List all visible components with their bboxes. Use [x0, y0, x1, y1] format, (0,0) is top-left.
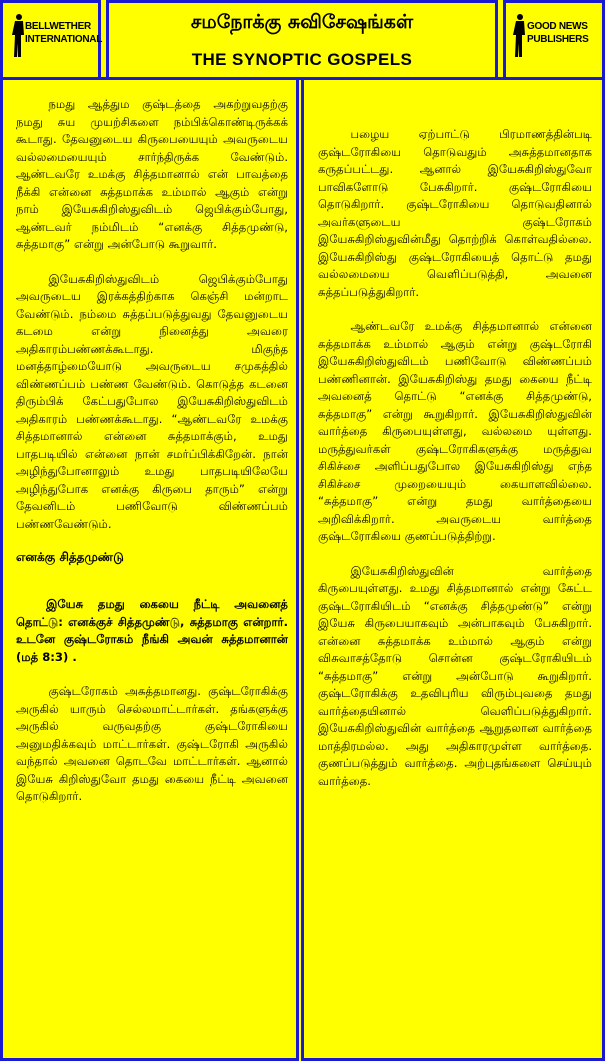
bellwether-line1: BELLWETHER	[25, 21, 91, 32]
good-news-line1: GOOD NEWS	[527, 21, 588, 32]
right-column	[301, 80, 605, 1061]
good-news-line2: PUBLISHERS	[527, 34, 589, 45]
scripture-quote: இயேசு தமது கையை நீட்டி அவனைத் தொட்டு: எனக்குச் சித்தமுண்டு, சுத்தமாகு என்றார். உடனே குஷ்டரோகம் நீங்கி அவன் சுத்தமானான் (மத் 8:3) .	[16, 597, 288, 664]
good-news-logo	[503, 0, 605, 80]
good-news-logo-text	[527, 20, 588, 46]
section-heading: எனக்கு சித்தமுண்டு	[16, 550, 124, 564]
right-paragraph-3: இயேசுகிறிஸ்துவின் வார்த்தை கிருபையுள்ளது. உமது சித்தமானால் என்று கேட்ட குஷ்டரோகியிடம் “எனக்கு சித்தமுண்டு” என்று இயேசு கிருபையாகவும் அன்பாகவும் பேசுகிறார். என்னை சுத்தமாக்க உம்மால் ஆகும் என்று விசுவாசத்தோடு சொன்ன குஷ்டரோகியிடம் “சுத்தமாகு” என்று அன்போடு கூறுகிறார். குஷ்டரோகிக்கு உதவிபுரிய விரும்புவதை தமது வார்த்தையினால் வெளிப்படுத்துகிறார். இயேசுகிறிஸ்துவின் வார்த்தை ஆறுதலான வார்த்தை மாத்திரமல்ல. அது அதிகாரமுள்ள வார்த்தை. குணப்படுத்தும் வார்த்தை. அற்புதங்களை செய்யும் வார்த்தை.	[318, 563, 592, 788]
left-paragraph-1: நமது ஆத்தும குஷ்டத்தை அகற்றுவதற்கு நமது சுய முயற்சிகளை நம்பிக்கொண்டிருக்கக் கூடாது. தேவனுடைய கிருபையையும் அவருடைய வல்லமையையும் சார்ந்திருக்க வேண்டும். ஆண்டவரே உமக்கு சித்தமானால் என் பாவத்தை நீக்கி என்னை சுத்தமாக்க உம்மால் ஆகும் என்று நாம் இயேசுகிறிஸ்துவிடம் ஜெபிக்கும்போது, ஆண்டவர் நம்மிடம் “எனக்கு சித்தமுண்டு, சுத்தமாகு” என்று அன்போடு கூறுவார்.	[16, 97, 288, 251]
standing-figure-icon	[11, 13, 25, 59]
standing-figure-icon	[512, 13, 526, 59]
right-paragraph-1: பழைய ஏற்பாட்டு பிரமாணத்தின்படி குஷ்டரோகியை தொடுவதும் அசுத்தமானதாக கருதப்பட்டது. ஆனால் இயேசுகிறிஸ்துவோ பாவிகளோடு பேசுகிறார். குஷ்டரோகியை தொடுகிறார். குஷ்டரோகியை தொடுவதினால் அவர்களுடைய குஷ்டரோகம் இயேசுகிறிஸ்துவின்மீது தொற்றிக் கொள்வதில்லை. இயேசுகிறிஸ்து குஷ்டரோகியைத் தொட்டு தமது வல்லமையை வெளிப்படுத்தி, அவனை சுத்தப்படுத்துகிறார்.	[318, 127, 592, 299]
bellwether-logo-text	[25, 20, 102, 46]
page-title-english: THE SYNOPTIC GOSPELS	[191, 50, 413, 69]
left-paragraph-2: இயேசுகிறிஸ்துவிடம் ஜெபிக்கும்போது அவருடைய இரக்கத்திற்காக கெஞ்சி மன்றாட வேண்டும். நம்மை சுத்தப்படுத்துவது தேவனுடைய கடமை என்று நினைத்து அவரை அதிகாரம்பண்ணக்கூடாது. மிகுந்த மனத்தாழ்மையோடு அவருடைய சமுகத்தில் விண்ணப்பம் பண்ண வேண்டும். கொடுத்த கடனை திரும்பிக் கேட்பதுபோல இயேசுகிறிஸ்துவிடம் அதிகாரம் பண்ணக்கூடாது. “ஆண்டவரே உமக்கு சித்தமானால் என்னை சுத்தமாக்கும், உமது பாதபடியில் என்னை நான் சமர்ப்பிக்கிறேன். நான் அழிந்துபோனாலும் உமது பாதபடியிலேயே அழிந்துபோக எனக்கு கிருபை தாரும்” என்று தேவனிடம் பணிவோடு விண்ணப்பம் பண்ணவேண்டும்.	[16, 271, 288, 531]
bellwether-logo	[0, 0, 101, 80]
title-box	[106, 0, 498, 80]
right-paragraph-2: ஆண்டவரே உமக்கு சித்தமானால் என்னை சுத்தமாக்க உம்மால் ஆகும் என்று குஷ்டரோகி இயேசுகிறிஸ்துவிடம் பணிவோடு விண்ணப்பம் பண்ணினான். இயேசுகிறிஸ்து தமது கையை நீட்டி அவனைத் தொட்டு “எனக்கு சித்தமுண்டு, சுத்தமாகு” என்று கூறுகிறார். இயேசுகிறிஸ்துவின் வார்த்தை கிருபையுள்ளது, வல்லமை யுள்ளது. மருத்துவர்கள் குஷ்டரோகிகளுக்கு மருத்துவ சிகிச்சை அளிப்பதுபோல இயேசுகிறிஸ்து எந்த சிகிச்சை முறையையும் கையாளவில்லை. “சுத்தமாகு” என்று தமது வார்த்தையை அறிவிக்கிறார். அவருடைய வார்த்தை குஷ்டரோகியை குணப்படுத்திற்று.	[318, 319, 592, 543]
left-paragraph-3: குஷ்டரோகம் அசுத்தமானது. குஷ்டரோகிக்கு அருகில் யாரும் செல்லமாட்டார்கள். தங்களுக்கு அருகில் வருவதற்கு குஷ்டரோகியை அனுமதிக்கவும் மாட்டார்கள். குஷ்டரோகி அருகில் வந்தால் அவனை தொடவே மாட்டார்கள். ஆனால் இயேசு கிறிஸ்துவோ தமது கையை நீட்டி அவனை தொடுகிறார்.	[16, 684, 288, 803]
left-column	[0, 80, 299, 1061]
bellwether-line2: INTERNATIONAL	[25, 34, 103, 45]
header	[0, 0, 605, 80]
page-title-tamil: சமநோக்கு சுவிசேஷங்கள்	[190, 11, 414, 33]
